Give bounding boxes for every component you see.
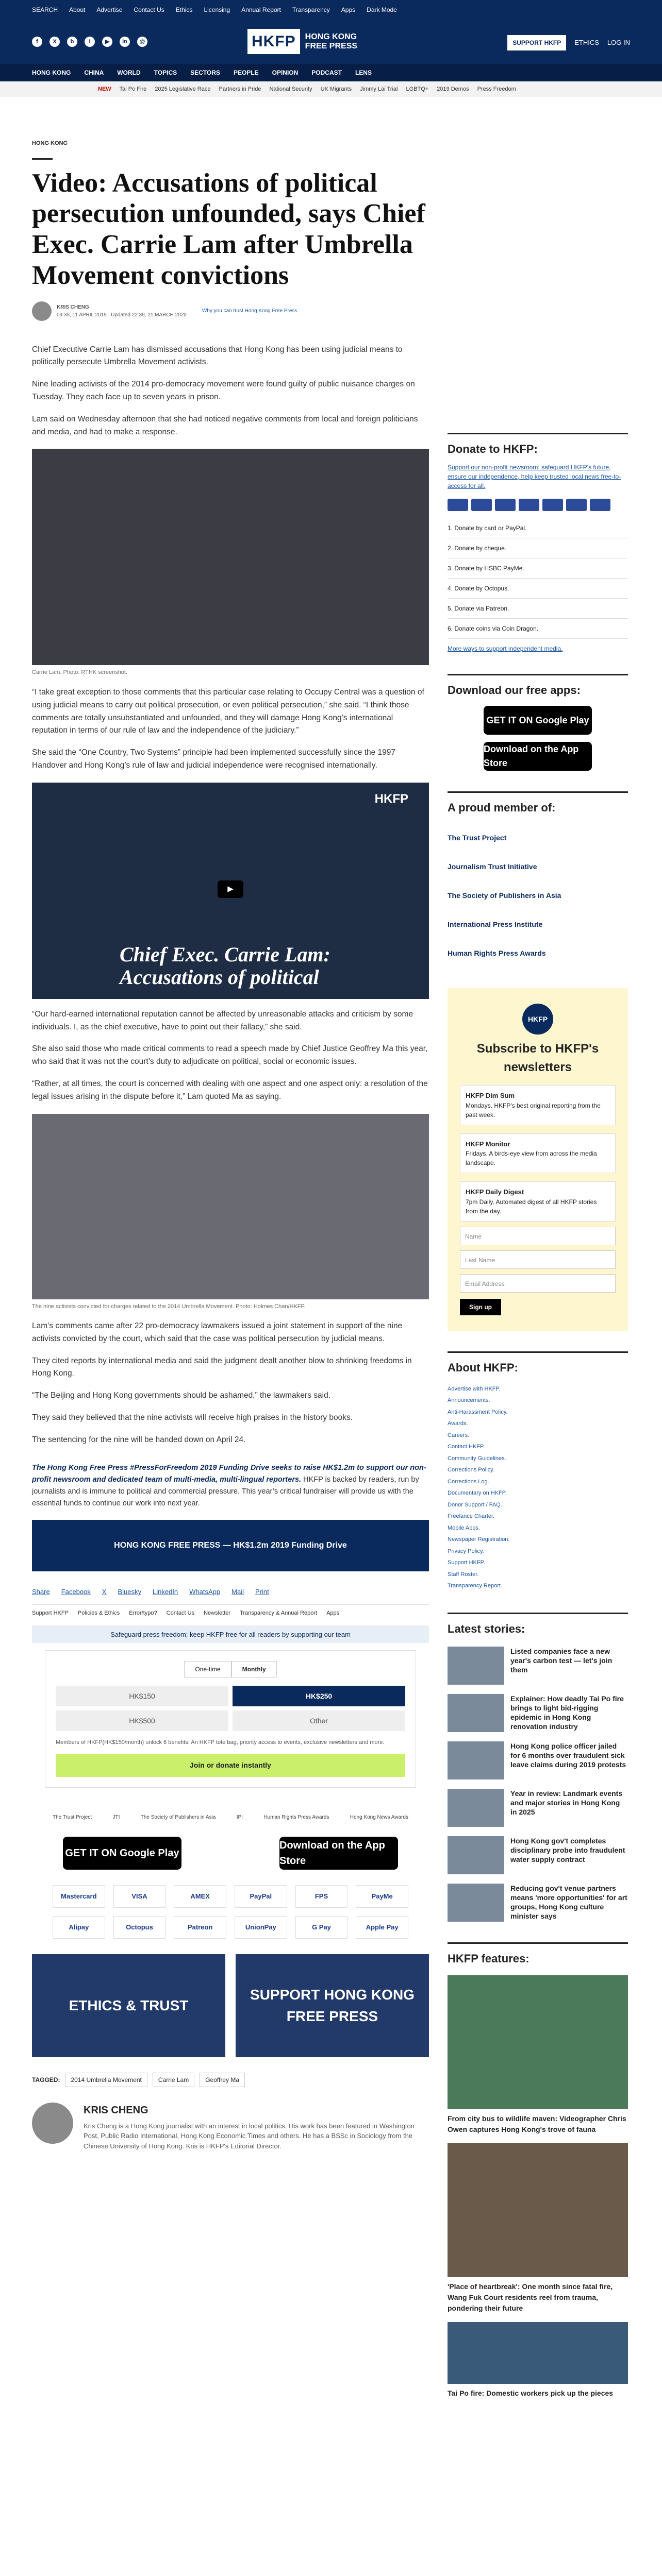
publish-date: 09:35, 11 APRIL 2019	[57, 312, 107, 318]
story-thumbnail	[448, 1836, 504, 1874]
utility-link[interactable]: Policies & Ethics	[77, 1609, 120, 1616]
about-link[interactable]: Freelance Charter.	[448, 1513, 495, 1519]
trending-item[interactable]: Tai Po Fire	[119, 86, 147, 92]
about-link[interactable]: Announcements.	[448, 1397, 490, 1403]
member-logo[interactable]: International Press Institute	[448, 920, 543, 928]
about-link[interactable]: Mobile Apps.	[448, 1524, 480, 1531]
header-actions	[507, 35, 630, 50]
about-link[interactable]: Staff Roster.	[448, 1571, 479, 1578]
support-hkfp-button[interactable]: SUPPORT HKFP	[507, 35, 566, 50]
nav-item-china[interactable]: CHINA	[84, 69, 104, 76]
trending-item[interactable]: Partners in Pride	[219, 86, 261, 92]
sidebar-app-store[interactable]: Download on the App Store	[484, 742, 592, 771]
bluesky-icon[interactable]: b	[67, 37, 77, 47]
feature-image	[448, 1975, 628, 2109]
tag[interactable]: Geoffrey Ma	[200, 2073, 245, 2087]
sidebar-google-play[interactable]: GET IT ON Google Play	[484, 706, 592, 735]
photo-caption: Carrie Lam. Photo: RTHK screenshot.	[32, 669, 128, 676]
badge-row	[32, 1814, 429, 1821]
donate-option[interactable]: 3. Donate by HSBC PayMe.	[448, 558, 628, 579]
share-whatsapp[interactable]: WhatsApp	[189, 1588, 221, 1596]
story-thumbnail	[448, 1647, 504, 1685]
card-logos	[448, 499, 628, 511]
amount-options	[56, 1686, 405, 1731]
payment-visa[interactable]: VISA	[113, 1885, 166, 1908]
story-item[interactable]	[448, 1789, 628, 1827]
utility-link[interactable]: Transparency & Annual Report	[240, 1609, 318, 1616]
funding-appeal	[32, 1462, 429, 1510]
feature-image	[448, 2322, 628, 2384]
newsletter-logo: HKFP	[522, 1004, 553, 1035]
paragraph: She said the “One Country, Two Systems” principle had been implemented successfully since the 1997 Handover and Hong Kong’s rule of law and judicial independence were recognised internationally.	[32, 748, 396, 770]
member-logo[interactable]: Journalism Trust Initiative	[448, 862, 537, 871]
newsletter-option-desc: Mondays. HKFP's best original reporting from the past week.	[466, 1101, 601, 1118]
tag[interactable]: Carrie Lam	[153, 2073, 194, 2087]
about-link[interactable]: Community Guidelines.	[448, 1455, 506, 1462]
nav-item-people[interactable]: PEOPLE	[233, 69, 259, 76]
card-icon	[471, 499, 492, 511]
funding-banner[interactable]: HONG KONG FREE PRESS — HK$1.2m 2019 Funding Drive	[32, 1520, 429, 1571]
video-logo: HKFP	[374, 791, 408, 806]
about-link[interactable]: Newspaper Registration.	[448, 1536, 510, 1543]
about-link[interactable]: Support HKFP.	[448, 1560, 485, 1566]
ethics-promo[interactable]: ETHICS & TRUST	[32, 1954, 225, 2057]
story-item[interactable]	[448, 1694, 628, 1732]
payment-octopus[interactable]: Octopus	[113, 1916, 166, 1939]
share-linkedin[interactable]: LinkedIn	[153, 1588, 178, 1596]
member-title: A proud member of:	[448, 801, 556, 814]
story-title: Explainer: How deadly Tai Po fire brings to light bid-rigging epidemic in Hong Kong renovation industry	[510, 1694, 624, 1731]
instagram-icon[interactable]: i	[85, 37, 95, 47]
more-ways-link[interactable]: More ways to support independent media.	[448, 645, 563, 652]
threads-icon[interactable]: @	[137, 37, 147, 47]
feature-item[interactable]	[448, 2322, 628, 2399]
about-link[interactable]: Corrections Log.	[448, 1478, 489, 1485]
latest-section	[448, 1613, 628, 1922]
paragraph: She also said those who made critical comments to read a speech made by Chief Justice Geoffrey Ma this year, who said that it was not the court’s duty to adjudicate on political, social or economic issues.	[32, 1044, 428, 1066]
features-title: HKFP features:	[448, 1952, 529, 1965]
badge[interactable]: JTI	[112, 1814, 120, 1820]
card-icon	[495, 499, 516, 511]
story-thumbnail	[448, 1741, 504, 1780]
member-logo[interactable]: The Society of Publishers in Asia	[448, 891, 561, 900]
feature-title: 'Place of heartbreak': One month since fatal fire, Wang Fuk Court residents reel from trauma, pondering their future	[448, 2282, 613, 2312]
donate-option[interactable]: 6. Donate coins via Coin Dragon.	[448, 619, 628, 639]
newsletter-option-desc: Fridays. A birds-eye view from across the media landscape.	[466, 1150, 597, 1166]
trending-item[interactable]: Jimmy Lai Trial	[360, 86, 398, 92]
frequency-toggle	[56, 1661, 405, 1677]
author-box-name[interactable]: KRIS CHENG	[84, 2104, 148, 2116]
story-item[interactable]	[448, 1647, 628, 1685]
amount-option-selected[interactable]: HK$250	[233, 1686, 405, 1706]
trending-item[interactable]: UK Migrants	[320, 86, 352, 92]
nav-item-opinion[interactable]: OPINION	[272, 69, 299, 76]
donate-widget	[45, 1650, 416, 1788]
badge[interactable]: Human Rights Press Awards	[263, 1814, 329, 1820]
about-section	[448, 1351, 628, 1592]
about-link[interactable]: Corrections Policy.	[448, 1467, 494, 1473]
play-icon[interactable]: ▶	[218, 880, 243, 898]
topbar-dark-mode[interactable]: Dark Mode	[367, 6, 397, 13]
paragraph: “The Beijing and Hong Kong governments should be ashamed,” the lawmakers said.	[32, 1391, 330, 1400]
trust-link[interactable]: Why you can trust Hong Kong Free Press	[202, 308, 297, 314]
divider	[32, 158, 53, 160]
about-link[interactable]: Contact HKFP.	[448, 1444, 485, 1450]
story-item[interactable]	[448, 1741, 628, 1780]
about-title: About HKFP:	[448, 1361, 518, 1374]
newsletter-signup	[448, 988, 628, 1331]
topbar-contact[interactable]: Contact Us	[134, 6, 164, 13]
author-box-avatar	[32, 2103, 73, 2144]
utility-link[interactable]: Contact Us	[166, 1609, 195, 1616]
join-button[interactable]: Join or donate instantly	[56, 1754, 405, 1777]
newsletter-option-name: HKFP Dim Sum	[466, 1092, 515, 1099]
new-badge: NEW	[98, 86, 111, 92]
about-link[interactable]: Anti-Harassment Policy.	[448, 1409, 508, 1415]
google-play-button[interactable]: GET IT ON Google Play	[63, 1837, 181, 1870]
share-facebook[interactable]: Facebook	[61, 1588, 91, 1596]
article-category[interactable]: HONG KONG	[32, 140, 68, 146]
article-main	[32, 134, 429, 2151]
apps-title: Download our free apps:	[448, 684, 581, 697]
feature-item[interactable]	[448, 1975, 628, 2135]
card-icon	[566, 499, 587, 511]
badge[interactable]: The Trust Project	[53, 1814, 92, 1820]
story-item[interactable]	[448, 1836, 628, 1874]
story-thumbnail	[448, 1694, 504, 1732]
payment-gpay[interactable]: G Pay	[295, 1916, 348, 1939]
trending-item[interactable]: Press Freedom	[477, 86, 516, 92]
topbar-advertise[interactable]: Advertise	[96, 6, 123, 13]
topbar-ethics[interactable]: Ethics	[175, 6, 193, 13]
payment-payme[interactable]: PayMe	[356, 1885, 408, 1908]
story-title: Reducing gov't venue partners means 'more opportunities' for art groups, Hong Kong culture minister says	[510, 1884, 627, 1921]
tag-list	[32, 2073, 429, 2087]
about-link[interactable]: Documentary on HKFP.	[448, 1490, 507, 1496]
about-link[interactable]: Privacy Policy.	[448, 1548, 484, 1554]
trending-item[interactable]: 2019 Demos	[437, 86, 469, 92]
utility-link[interactable]: Error/typo?	[129, 1609, 157, 1616]
card-icon	[590, 499, 610, 511]
features-section	[448, 1942, 628, 2399]
byline	[32, 301, 429, 321]
donate-option[interactable]: 5. Donate via Patreon.	[448, 599, 628, 619]
tag[interactable]: 2014 Umbrella Movement	[65, 2073, 147, 2087]
sidebar	[448, 433, 628, 2419]
logo-line-1: HONG KONG	[305, 32, 357, 41]
payment-fps[interactable]: FPS	[295, 1885, 348, 1908]
payment-applepay[interactable]: Apple Pay	[356, 1916, 408, 1939]
topbar-apps[interactable]: Apps	[341, 6, 356, 13]
safeguard-banner[interactable]: Safeguard press freedom; keep HKFP free for all readers by supporting our team	[32, 1625, 429, 1643]
feature-title: Tai Po fire: Domestic workers pick up the pieces	[448, 2388, 614, 2397]
paragraph: “Our hard-earned international reputation cannot be affected by unreasonable attacks and criticism by some individuals. I, as the chief executive, have to point out their fallacy,” she said.	[32, 1009, 413, 1031]
author-box	[32, 2103, 429, 2151]
about-link[interactable]: Careers.	[448, 1432, 470, 1438]
author-avatar	[32, 301, 52, 321]
member-logo[interactable]: The Trust Project	[448, 833, 507, 842]
paragraph: Nine leading activists of the 2014 pro-democracy movement were found guilty of public nuisance charges on Tuesday. They each face up to seven years in prison.	[32, 380, 415, 402]
article-title: Video: Accusations of political persecution unfounded, says Chief Exec. Carrie Lam after Umbrella Movement convictions	[32, 168, 425, 290]
toggle-monthly[interactable]: Monthly	[231, 1661, 277, 1677]
nav-item-podcast[interactable]: PODCAST	[311, 69, 342, 76]
author-name[interactable]: KRIS CHENG	[57, 304, 89, 310]
author-box-bio: Kris Cheng is a Hong Kong journalist with an interest in local politics. His work has been featured in Washington Post, Public Radio International, Hong Kong Economic Times and others. He has a BSSc in Sociology from the Chinese University of Hong Kong. Kris is HKFP's Editorial Director.	[84, 2122, 415, 2150]
card-icon	[519, 499, 539, 511]
nav-item-topics[interactable]: TOPICS	[154, 69, 177, 76]
top-bar	[0, 0, 662, 20]
payment-alipay[interactable]: Alipay	[53, 1916, 105, 1939]
topbar-annual-report[interactable]: Annual Report	[241, 6, 281, 13]
about-link[interactable]: Transparency Report.	[448, 1583, 502, 1589]
newsletter-option[interactable]	[460, 1181, 616, 1222]
utility-link[interactable]: Support HKFP	[32, 1609, 69, 1616]
card-icon	[448, 499, 468, 511]
paragraph: Chief Executive Carrie Lam has dismissed accusations that Hong Kong has been using judicial means to politically persecute Umbrella Movement activists.	[32, 345, 403, 367]
share-mail[interactable]: Mail	[231, 1588, 244, 1596]
topbar-search[interactable]: SEARCH	[32, 6, 58, 13]
badge[interactable]: IPI	[236, 1814, 243, 1820]
trending-item[interactable]: National Security	[269, 86, 312, 92]
trending-nav	[0, 81, 662, 97]
youtube-icon[interactable]: ▶	[102, 37, 112, 47]
video-player[interactable]	[32, 783, 429, 999]
byline-text	[57, 303, 187, 319]
donate-option[interactable]: 1. Donate by card or PayPal.	[448, 518, 628, 538]
topbar-licensing[interactable]: Licensing	[204, 6, 230, 13]
payment-amex[interactable]: AMEX	[174, 1885, 226, 1908]
payment-unionpay[interactable]: UnionPay	[235, 1916, 287, 1939]
newsletter-option[interactable]	[460, 1085, 616, 1125]
newsletter-option-desc: 7pm Daily. Automated digest of all HKFP stories from the day.	[466, 1198, 597, 1215]
share-print[interactable]: Print	[255, 1588, 269, 1596]
app-store-button[interactable]: Download on the App Store	[279, 1837, 398, 1870]
linkedin-icon[interactable]: in	[120, 37, 130, 47]
newsletter-option-name: HKFP Monitor	[466, 1140, 510, 1148]
last-name-field[interactable]: Last Name	[460, 1250, 616, 1269]
login-link[interactable]: LOG IN	[607, 39, 630, 47]
amount-option-other[interactable]: Other	[233, 1710, 405, 1731]
email-field[interactable]: Email Address	[460, 1274, 616, 1293]
share-x[interactable]: X	[102, 1588, 107, 1596]
main-nav	[0, 64, 662, 81]
member-benefits: Members of HKFP(HK$150/month) unlock 6 benefits: An HKFP tote bag, priority access to events, exclusive newsletters and more.	[56, 1739, 385, 1746]
nav-item-sectors[interactable]: SECTORS	[190, 69, 220, 76]
card-icon	[542, 499, 563, 511]
story-item[interactable]	[448, 1884, 628, 1922]
story-title: Hong Kong gov't completes disciplinary probe into fraudulent water supply contract	[510, 1836, 625, 1863]
trending-item[interactable]: 2025 Legislative Race	[155, 86, 211, 92]
name-field[interactable]: Name	[460, 1227, 616, 1245]
payment-patreon[interactable]: Patreon	[174, 1916, 226, 1939]
site-header	[0, 20, 662, 64]
logo-text	[305, 32, 357, 50]
utility-link[interactable]: Apps	[326, 1609, 340, 1616]
topbar-about[interactable]: About	[69, 6, 86, 13]
toggle-one-time[interactable]: One-time	[184, 1661, 231, 1677]
newsletter-option-name: HKFP Daily Digest	[466, 1188, 524, 1196]
nav-item-world[interactable]: WORLD	[117, 69, 141, 76]
donate-option[interactable]: 2. Donate by cheque.	[448, 538, 628, 558]
paragraph: Lam’s comments came after 22 pro-democracy lawmakers issued a joint statement in support of the nine activists convicted by the court, which said that the case was political persecution by judicial means.	[32, 1321, 403, 1343]
paragraph: They said they believed that the nine activists will receive high praises in the history books.	[32, 1413, 353, 1422]
utility-links	[32, 1604, 429, 1618]
feature-image	[448, 2143, 628, 2277]
video-title: Chief Exec. Carrie Lam: Accusations of political	[120, 942, 330, 989]
amount-option[interactable]: HK$150	[56, 1686, 228, 1706]
story-title: Hong Kong police officer jailed for 6 months over fraudulent sick leave claims during 2019 protests	[510, 1741, 626, 1769]
share-label[interactable]: Share	[32, 1588, 50, 1596]
site-logo[interactable]	[247, 29, 357, 54]
funding-text: HKFP is backed by readers, run by journalists and is immune to political and commercial pressure. This year’s critical fundraiser will provide us with the essential funds to continue our work into next year.	[32, 1475, 419, 1508]
paragraph: They cited reports by international media and said the judgment dealt another blow to shrinking freedoms in Hong Kong.	[32, 1356, 412, 1378]
apps-section	[448, 674, 628, 771]
facebook-icon[interactable]: f	[32, 37, 42, 47]
amount-option[interactable]: HK$500	[56, 1710, 228, 1731]
utility-link[interactable]: Newsletter	[204, 1609, 231, 1616]
newsletter-option[interactable]	[460, 1133, 616, 1174]
article-photo	[32, 449, 429, 665]
photo-caption: The nine activists convicted for charges related to the 2014 Umbrella Movement. Photo: Holmes Chan/HKFP.	[32, 1303, 306, 1310]
latest-title: Latest stories:	[448, 1622, 525, 1635]
about-link[interactable]: Advertise with HKFP.	[448, 1385, 501, 1392]
payment-methods	[32, 1885, 429, 1939]
paragraph: “Rather, at all times, the court is concerned with dealing with one aspect and one aspect only: a resolution of the legal issues arising in the dispute before it,” Lam quoted Ma as saying.	[32, 1079, 428, 1101]
trending-item[interactable]: LGBTQ+	[406, 86, 429, 92]
feature-title: From city bus to wildlife maven: Videographer Chris Owen captures Hong Kong's trove of fauna	[448, 2114, 626, 2133]
story-thumbnail	[448, 1884, 504, 1922]
share-bluesky[interactable]: Bluesky	[118, 1588, 141, 1596]
badge[interactable]: Hong Kong News Awards	[350, 1814, 408, 1820]
about-link[interactable]: Awards.	[448, 1420, 468, 1427]
signup-button[interactable]: Sign up	[460, 1299, 501, 1315]
member-section	[448, 791, 628, 968]
paragraph: The sentencing for the nine will be handed down on April 24.	[32, 1435, 246, 1444]
funding-bold[interactable]: The Hong Kong Free Press #PressForFreedom 2019 Funding Drive seeks to raise HK$1.2m to support our non-profit newsroom and dedicated team of multi-media, multi-lingual reporters.	[32, 1463, 426, 1484]
feature-item[interactable]	[448, 2143, 628, 2314]
about-link[interactable]: Donor Support / FAQ.	[448, 1501, 502, 1508]
nav-item-hong-kong[interactable]: HONG KONG	[32, 69, 71, 76]
donate-title: Donate to HKFP:	[448, 443, 538, 455]
story-title: Listed companies face a new year's carbon test — let's join them	[510, 1647, 613, 1674]
promo-row	[32, 1954, 429, 2057]
donate-text[interactable]: Support our non-profit newsroom: safeguard HKFP's future, ensure our independence, help keep trusted local news free-to-access for all.	[448, 464, 621, 489]
donate-option[interactable]: 4. Donate by Octopus.	[448, 579, 628, 599]
member-logo[interactable]: Human Rights Press Awards	[448, 948, 546, 957]
social-links	[32, 37, 147, 47]
share-bar	[32, 1587, 429, 1597]
story-thumbnail	[448, 1789, 504, 1827]
story-title: Year in review: Landmark events and major stories in Hong Kong in 2025	[510, 1789, 623, 1816]
payment-paypal[interactable]: PayPal	[235, 1885, 287, 1908]
newsletter-title: Subscribe to HKFP's newsletters	[476, 1042, 599, 1074]
about-links	[448, 1383, 628, 1592]
member-logos	[448, 823, 628, 968]
paragraph: Lam said on Wednesday afternoon that she had noticed negative comments from local and foreign politicians and media, and had to make a response.	[32, 414, 418, 436]
updated-date: Updated 22:39, 21 MARCH 2020	[111, 312, 187, 318]
article-photo	[32, 1114, 429, 1299]
support-promo[interactable]: SUPPORT HONG KONG FREE PRESS	[236, 1954, 429, 2057]
donate-section	[448, 433, 628, 653]
logo-mark: HKFP	[247, 29, 300, 54]
logo-line-2: FREE PRESS	[305, 41, 358, 50]
x-icon[interactable]: X	[49, 37, 60, 47]
nav-item-lens[interactable]: LENS	[355, 69, 372, 76]
topbar-transparency[interactable]: Transparency	[292, 6, 330, 13]
payment-mastercard[interactable]: Mastercard	[53, 1885, 105, 1908]
donate-list	[448, 518, 628, 639]
tags-label: TAGGED:	[32, 2076, 60, 2083]
ethics-link[interactable]: ETHICS	[574, 39, 599, 47]
paragraph: “I take great exception to those comments that this particular case relating to Occupy Central was a question of using judicial means to carry out political prosecution, or even political persecution,” she said. “I think those comments are totally unsubstantiated and unfounded, and they will damage Hong Kong’s international reputation in terms of our rule of law and the independence of the judiciary.”	[32, 687, 424, 735]
badge[interactable]: The Society of Publishers in Asia	[140, 1814, 216, 1820]
app-buttons	[32, 1837, 429, 1870]
